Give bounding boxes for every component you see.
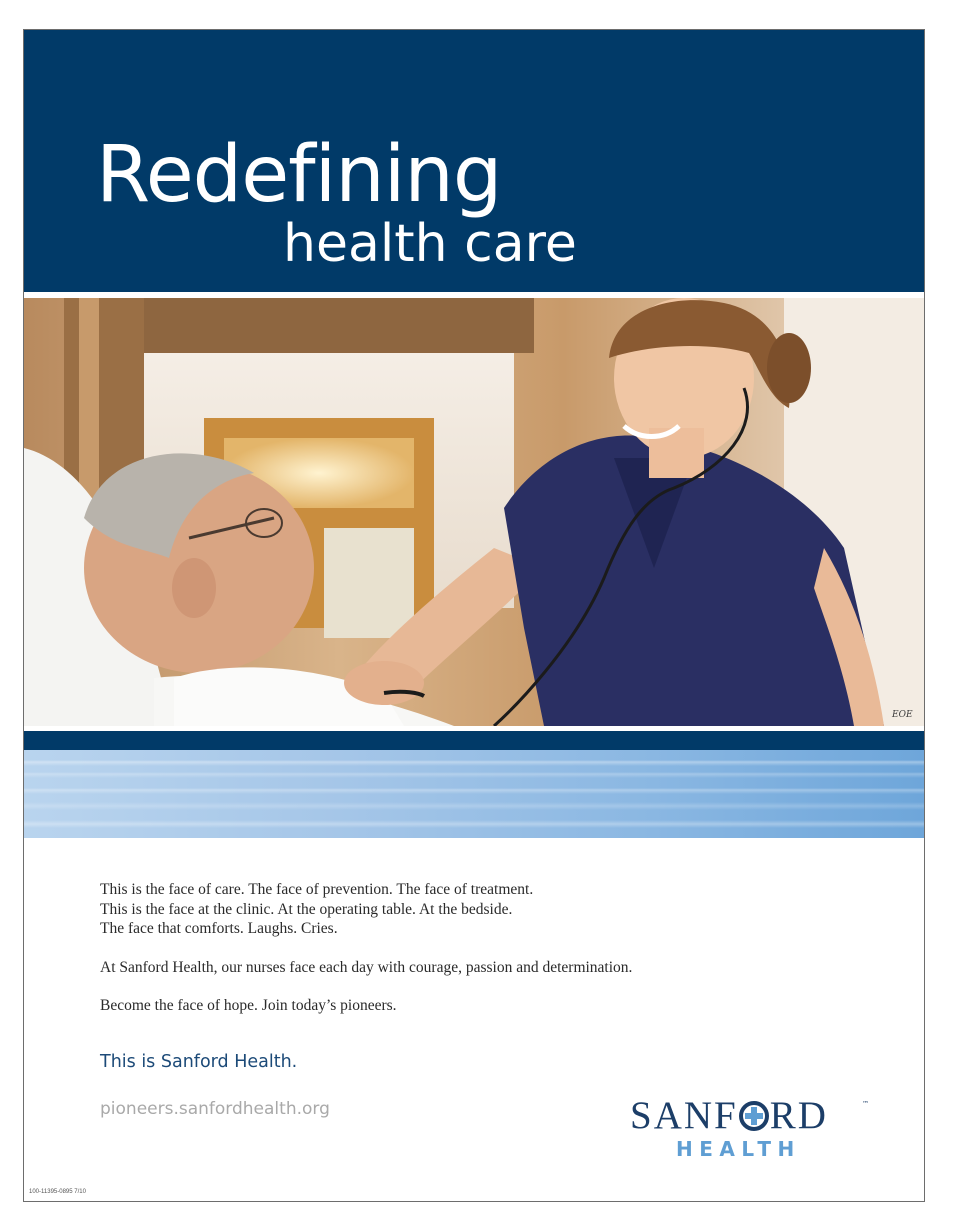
- logo-wordmark-sanford: [630, 1096, 828, 1135]
- body-line-3: The face that comforts. Laughs. Cries.: [100, 920, 338, 937]
- eoe-label: EOE: [892, 710, 913, 720]
- paragraph-nurses: At Sanford Health, our nurses face each day with courage, passion and determination.: [100, 958, 633, 976]
- trademark-symbol: ™: [862, 1100, 869, 1108]
- sanford-health-logo: [630, 1096, 880, 1166]
- logo-text-part1: SANF: [630, 1094, 738, 1137]
- decorative-band-light: [24, 750, 924, 838]
- print-code: 100-11395-0895 7/10: [29, 1189, 86, 1195]
- website-url[interactable]: pioneers.sanfordhealth.org: [100, 1099, 330, 1119]
- nurse-patient-photo: [24, 298, 924, 726]
- paragraph-join: Become the face of hope. Join today’s pioneers.: [100, 997, 397, 1014]
- tagline: This is Sanford Health.: [100, 1052, 298, 1072]
- headline-health-care: health care: [283, 214, 577, 274]
- logo-cross-o-icon: [739, 1099, 769, 1129]
- decorative-band-dark: [24, 731, 924, 750]
- headline-redefining: Redefining: [96, 130, 502, 220]
- body-line-1: This is the face of care. The face of prevention. The face of treatment.: [100, 881, 534, 898]
- paragraph-face-of-care: [100, 880, 740, 939]
- body-copy: [100, 880, 740, 1035]
- body-line-2: This is the face at the clinic. At the operating table. At the bedside.: [100, 900, 513, 918]
- logo-text-part2: RD: [769, 1094, 828, 1137]
- logo-wordmark-health: HEALTH: [676, 1137, 801, 1161]
